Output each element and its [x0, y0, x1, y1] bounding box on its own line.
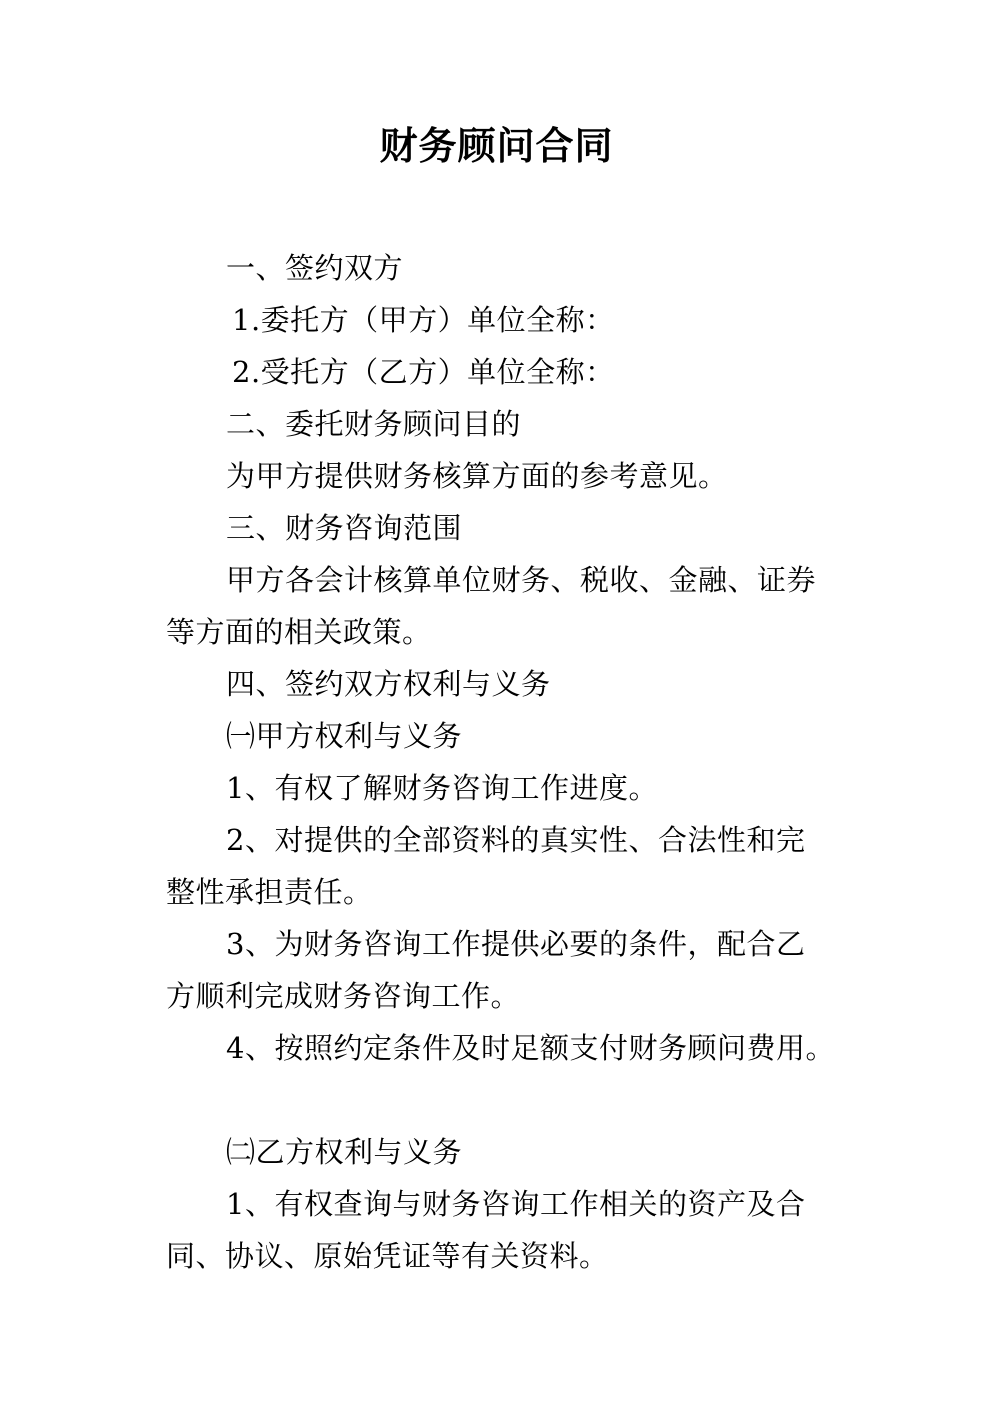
party-a-item-1: 1、有权了解财务咨询工作进度。 [226, 771, 658, 805]
scope-paragraph-line-1: 甲方各会计核算单位财务、税收、金融、证券 [226, 563, 817, 597]
subheading-party-a: ㈠甲方权利与义务 [226, 719, 463, 753]
section-heading-rights-obligations: 四、签约双方权利与义务 [226, 667, 551, 701]
party-a-item-4: 4、按照约定条件及时足额支付财务顾问费用。 [226, 1031, 835, 1065]
party-a-item-2-line-2: 整性承担责任。 [166, 875, 373, 909]
party-a-item-3-line-2: 方顺利完成财务咨询工作。 [166, 979, 521, 1013]
party-a-item-2-line-1: 2、对提供的全部资料的真实性、合法性和完 [226, 823, 806, 857]
subheading-party-b: ㈡乙方权利与义务 [226, 1135, 463, 1169]
section-heading-scope: 三、财务咨询范围 [226, 511, 463, 545]
party-b-item-1-line-2: 同、协议、原始凭证等有关资料。 [166, 1239, 609, 1273]
section-heading-purpose: 二、委托财务顾问目的 [226, 407, 522, 441]
document-title: 财务顾问合同 [379, 124, 614, 168]
party-b-name-line: 2.受托方（乙方）单位全称： [232, 355, 615, 389]
party-b-item-1-line-1: 1、有权查询与财务咨询工作相关的资产及合 [226, 1187, 806, 1221]
purpose-paragraph: 为甲方提供财务核算方面的参考意见。 [226, 459, 728, 493]
party-a-name-line: 1.委托方（甲方）单位全称： [232, 303, 615, 337]
party-a-item-3-line-1: 3、为财务咨询工作提供必要的条件，配合乙 [226, 927, 806, 961]
scope-paragraph-line-2: 等方面的相关政策。 [166, 615, 432, 649]
section-heading-signing-parties: 一、签约双方 [226, 251, 404, 285]
